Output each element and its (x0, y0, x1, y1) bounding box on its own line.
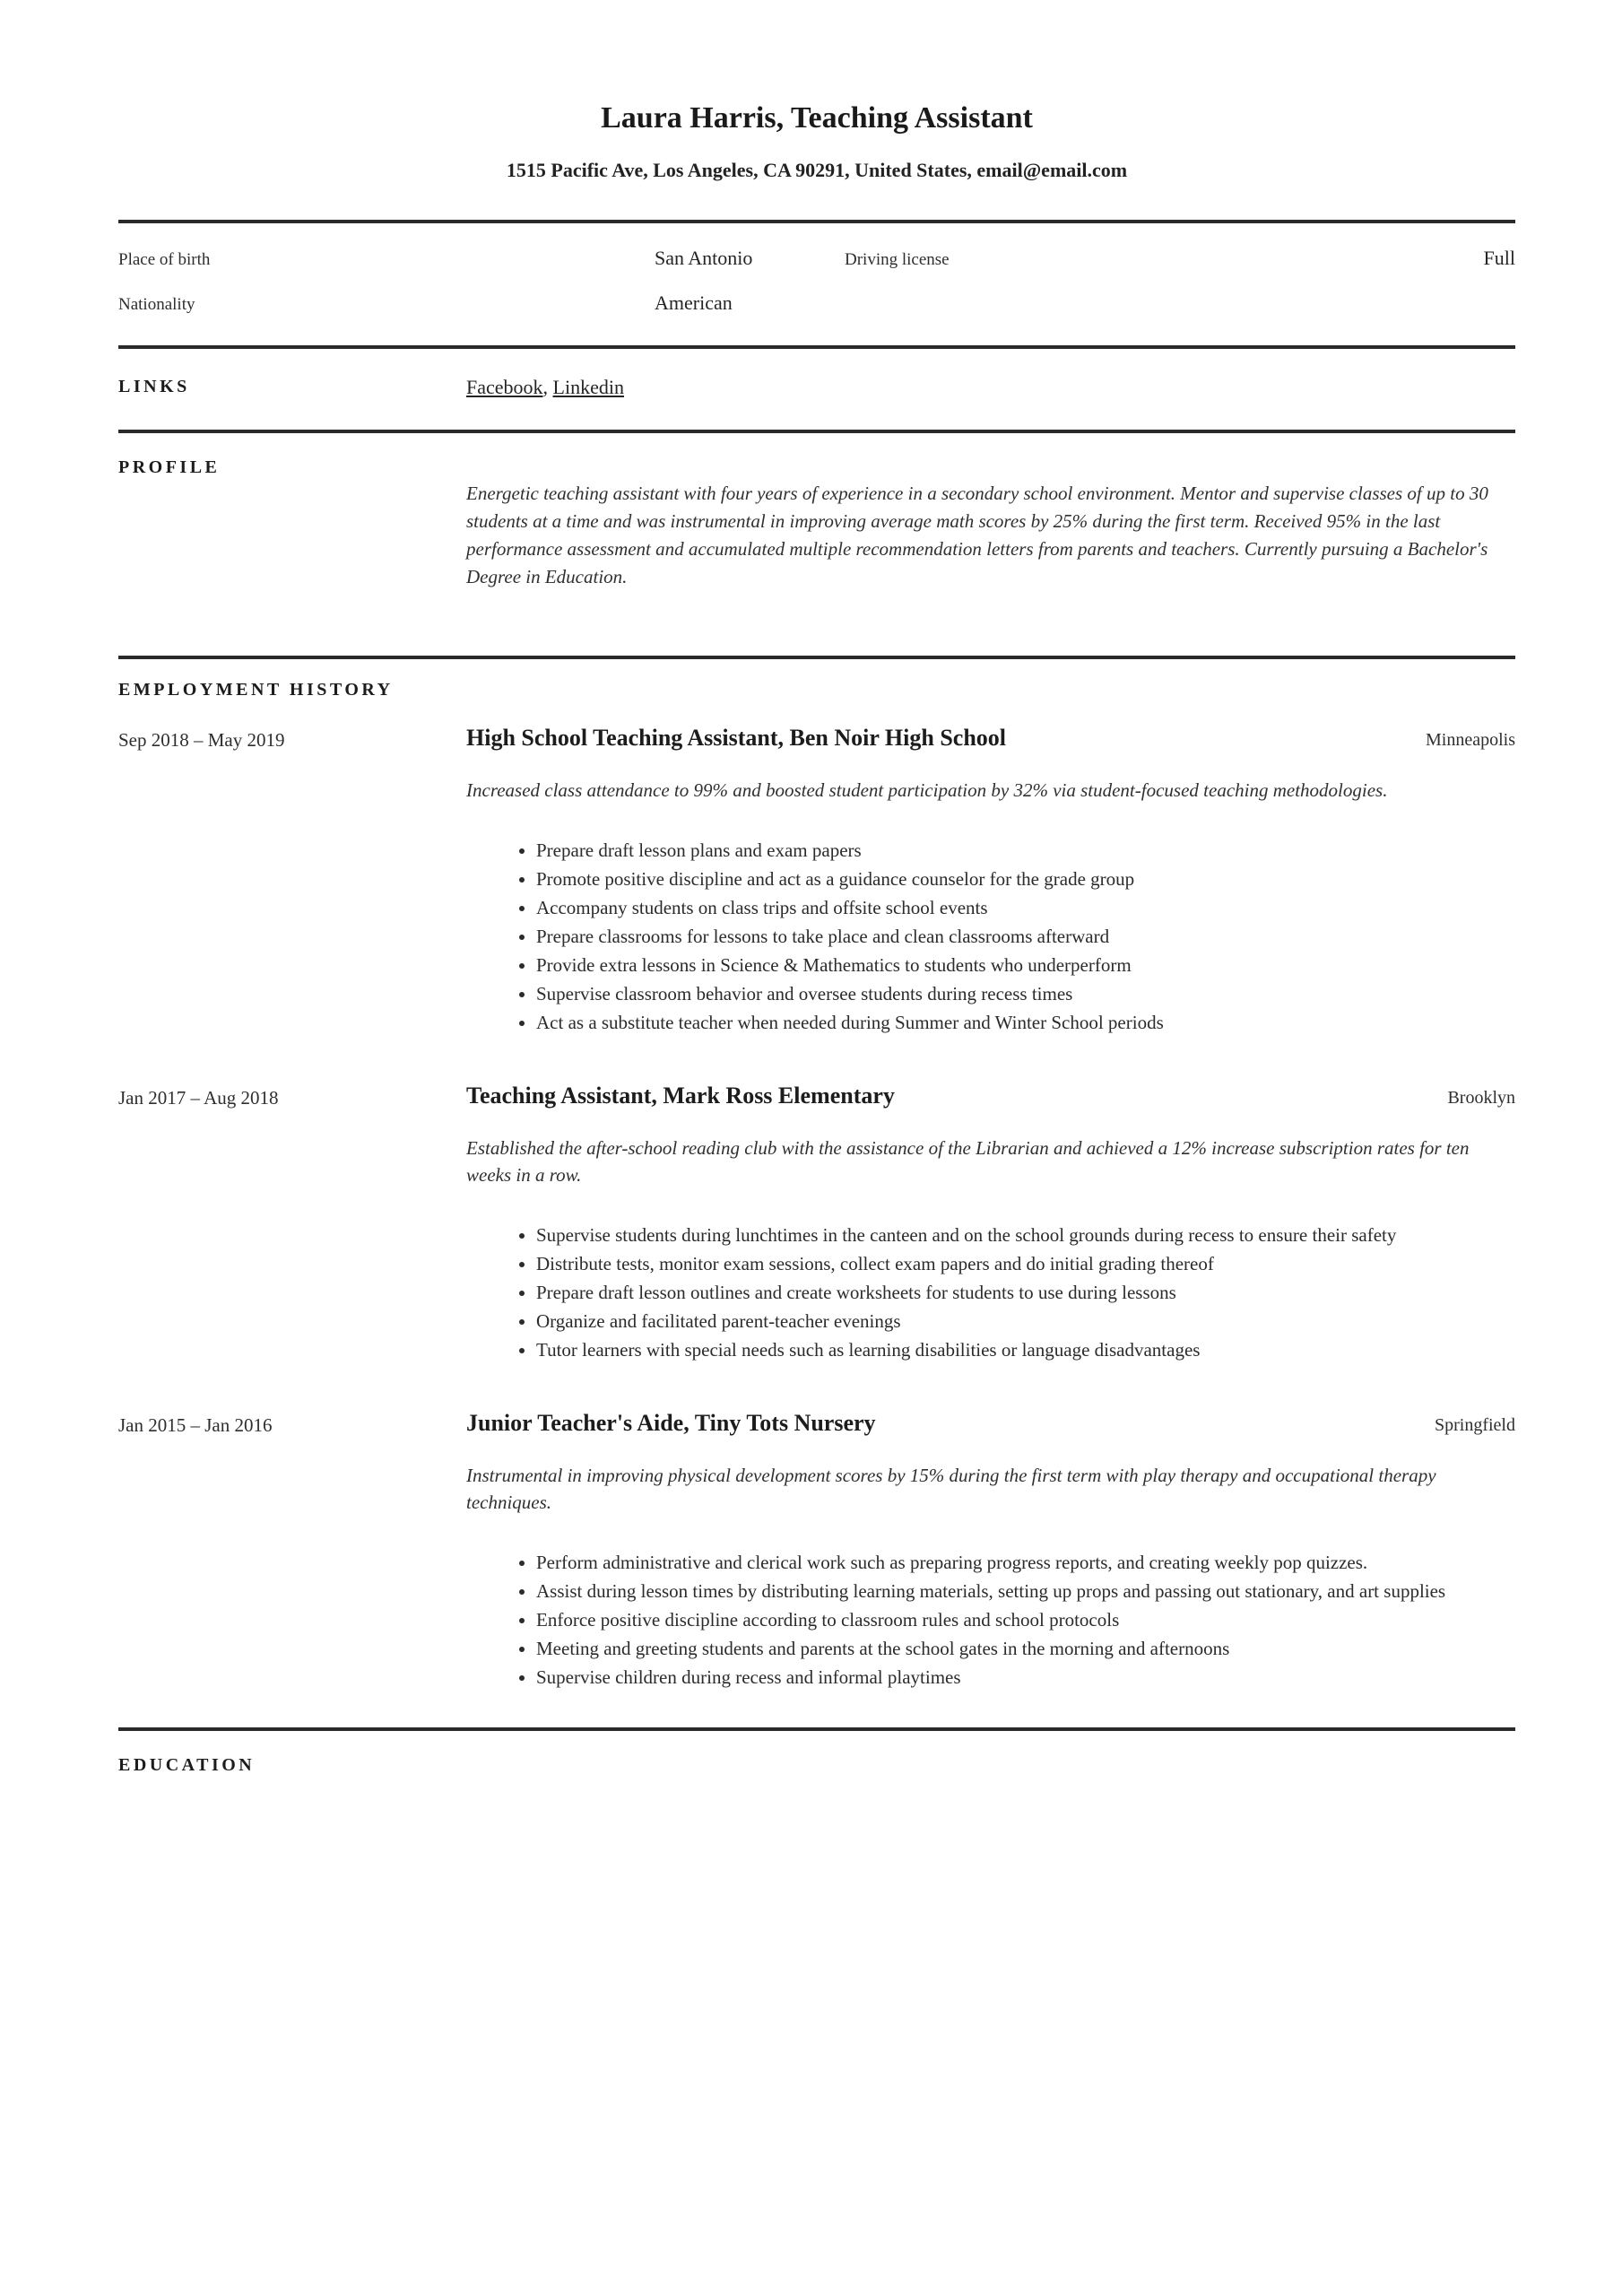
bullet-item: • Tutor learners with special needs such as learning disabilities or language disadvantages (536, 1335, 1515, 1364)
section-divider (118, 220, 1515, 223)
job-header (466, 724, 1515, 752)
bullet-item: • Provide extra lessons in Science & Mathematics to students who underperform (536, 951, 1515, 979)
job-title: Junior Teacher's Aide, Tiny Tots Nursery (466, 1410, 876, 1437)
bullet-item: • Act as a substitute teacher when needed during Summer and Winter School periods (536, 1008, 1515, 1037)
employment-heading: EMPLOYMENT HISTORY (118, 679, 394, 700)
page-title: Laura Harris, Teaching Assistant (601, 101, 1033, 135)
details-row-1 (118, 247, 1515, 270)
education-section (118, 1754, 1515, 1776)
bullet-item: • Organize and facilitated parent-teacher evenings (536, 1307, 1515, 1335)
job-title: High School Teaching Assistant, Ben Noir High School (466, 724, 1006, 751)
bullet-item: • Assist during lesson times by distributing learning materials, setting up props and passing out stationary, and art supplies (536, 1577, 1515, 1605)
job-summary: Established the after-school reading club with the assistance of the Librarian and achieved a 12% increase subscription rates for ten weeks in a row. (466, 1137, 1470, 1187)
job-item-1 (118, 724, 1515, 1037)
bullet-item: • Perform administrative and clerical work such as preparing progress reports, and creating weekly pop quizzes. (536, 1548, 1515, 1577)
details-section (118, 247, 1515, 315)
bullet-item: • Distribute tests, monitor exam sessions, collect exam papers and do initial grading thereof (536, 1249, 1515, 1278)
bullet-item: • Supervise students during lunchtimes in the canteen and on the school grounds during recess to ensure their safety (536, 1221, 1515, 1249)
links-list (466, 376, 1515, 399)
links-section (118, 376, 1515, 399)
job-header (466, 1409, 1515, 1437)
job-bullets (466, 836, 1515, 1037)
bullet-item: • Accompany students on class trips and offsite school events (536, 893, 1515, 922)
job-location: Minneapolis (1426, 729, 1515, 750)
driving-license-value: Full (1483, 246, 1515, 269)
nationality-label: Nationality (118, 294, 195, 314)
education-heading: EDUCATION (118, 1755, 256, 1776)
bullet-item: • Supervise classroom behavior and oversee students during recess times (536, 979, 1515, 1008)
nationality-value: American (655, 291, 733, 314)
job-dates: Jan 2017 – Aug 2018 (118, 1086, 279, 1109)
place-of-birth-value: San Antonio (655, 246, 753, 269)
resume-header (118, 100, 1515, 182)
job-content (466, 1082, 1515, 1364)
facebook-link[interactable]: Facebook (466, 375, 543, 398)
contact-line: 1515 Pacific Ave, Los Angeles, CA 90291, United States, email@email.com (506, 158, 1128, 181)
employment-section (118, 679, 1515, 1692)
job-content (466, 724, 1515, 1037)
job-bullets (466, 1548, 1515, 1692)
bullet-item: • Prepare draft lesson plans and exam papers (536, 836, 1515, 865)
section-divider (118, 345, 1515, 349)
bullet-item: • Prepare draft lesson outlines and create worksheets for students to use during lessons (536, 1278, 1515, 1307)
job-summary: Increased class attendance to 99% and boosted student participation by 32% via student-focused teaching methodologies. (466, 778, 1388, 801)
driving-license-label: Driving license (845, 249, 950, 269)
bullet-item: • Enforce positive discipline according to classroom rules and school protocols (536, 1605, 1515, 1634)
job-item-2 (118, 1082, 1515, 1364)
job-summary: Instrumental in improving physical development scores by 15% during the first term with play therapy and occupational therapy techniques. (466, 1465, 1436, 1514)
details-row-2 (118, 291, 1515, 315)
job-bullets (466, 1221, 1515, 1364)
place-of-birth-label: Place of birth (118, 249, 211, 269)
profile-heading: PROFILE (118, 457, 221, 477)
bullet-item: • Prepare classrooms for lessons to take place and clean classrooms afterward (536, 922, 1515, 951)
job-title: Teaching Assistant, Mark Ross Elementary (466, 1082, 895, 1109)
job-location: Brooklyn (1447, 1087, 1515, 1108)
job-dates: Jan 2015 – Jan 2016 (118, 1414, 273, 1437)
job-dates: Sep 2018 – May 2019 (118, 728, 285, 751)
job-header (466, 1082, 1515, 1109)
bullet-item: • Promote positive discipline and act as a guidance counselor for the grade group (536, 865, 1515, 893)
job-content (466, 1409, 1515, 1692)
link-separator: , (542, 375, 553, 398)
section-divider (118, 1727, 1515, 1731)
profile-text: Energetic teaching assistant with four years of experience in a secondary school environment. Mentor and supervise classes of up to 30 students at a time and was instrumental in improving average math scores by 25% during the first term. Received 95% in the last performance assessment and accumulated multiple recommendation letters from parents and teachers. Currently pursuing a Bachelor's Degree in Education. (466, 482, 1488, 587)
job-list (118, 724, 1515, 1692)
job-location: Springfield (1435, 1415, 1515, 1436)
section-divider (118, 430, 1515, 433)
links-heading: LINKS (118, 376, 190, 396)
bullet-item: • Supervise children during recess and informal playtimes (536, 1663, 1515, 1692)
job-item-3 (118, 1409, 1515, 1692)
section-divider (118, 656, 1515, 659)
linkedin-link[interactable]: Linkedin (552, 375, 624, 398)
bullet-item: • Meeting and greeting students and parents at the school gates in the morning and afternoons (536, 1634, 1515, 1663)
profile-section (118, 457, 1515, 591)
